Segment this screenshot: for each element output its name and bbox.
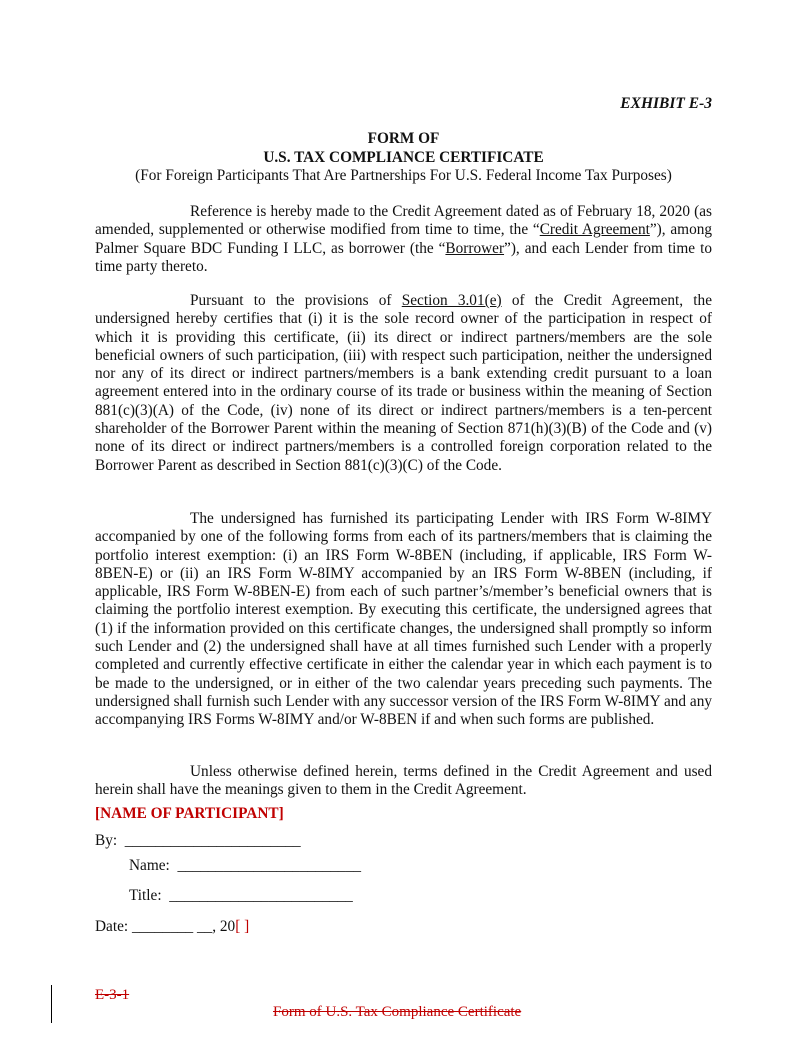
paragraph-forms [95,510,712,730]
paragraph-certification [95,292,712,475]
by-signature-line: _______________________ [124,832,301,849]
title-line-2: U.S. TAX COMPLIANCE CERTIFICATE [263,148,544,166]
title-row [129,887,353,905]
name-label: Name: [129,857,170,874]
paragraph-reference [95,203,712,276]
by-signature-row [95,832,301,850]
title-label: Title: [129,887,162,904]
name-line: ________________________ [177,857,361,874]
date-row [95,918,249,936]
p3-text: The undersigned has furnished its participating Lender with IRS Form W-8IMY accompanied by one of the following forms from each of its partners/members that is claiming the portfolio interest exemption: (i) an IRS Form W-8BEN (including, if applicable, IRS Form W-8BEN-E) or (ii) an IRS Form W-8IMY accompanied by an IRS Form W-8BEN (including, if applicable, IRS Form W-8BEN-E) from each of such partner’s/member’s beneficial owners that is claiming the portfolio interest exemption. By executing this certificate, the undersigned agrees that (1) if the information provided on this certificate changes, the undersigned shall promptly so inform such Lender and (2) the undersigned shall have at all times furnished such Lender with a properly completed and currently effective certificate in either the calendar year in which each payment is to be made to the undersigned, or in either of the two calendar years preceding such payments. The undersigned shall furnish such Lender with any successor version of the IRS Form W-8IMY and any accompanying IRS Forms W-8IMY and/or W-8BEN if and when such forms are published. [95,510,712,729]
title-line: ________________________ [169,887,353,904]
paragraph-definitions [95,763,712,800]
subtitle: (For Foreign Participants That Are Partnerships For U.S. Federal Income Tax Purposes) [135,167,672,184]
participant-name-placeholder: [NAME OF PARTICIPANT] [95,805,284,822]
date-label: Date: ________ __, 20 [95,918,236,935]
p4-text: Unless otherwise defined herein, terms defined in the Credit Agreement and used herein shall have the meanings given to them in the Credit Agreement. [95,763,712,799]
defined-term-credit-agreement: Credit Agreement [539,221,650,239]
change-bar [51,985,52,1023]
p1-text-b: ”), among Palmer Square BDC Funding I LLC, as borrower (the “ [95,221,713,257]
p2-text-b: of the Credit Agreement, the undersigned hereby certifies that (i) it is the sole record owner of the participation in respect of which it is providing this certificate, (ii) its direct or indirect partners/members are the sole beneficial owners of such participation, (iii) with respect such participation, neither the undersigned nor any of its direct or indirect partners/members is a bank extending credit pursuant to a loan agreement entered into in the ordinary course of its trade or business within the meaning of Section 881(c)(3)(A) of the Code, (iv) none of its direct or indirect partners/members is a ten-percent shareholder of the Borrower Parent within the meaning of Section 871(h)(3)(B) of the Code and (v) none of its direct or indirect partners/members is a controlled foreign corporation related to the Borrower Parent as described in Section 881(c)(3)(C) of the Code. [95,292,712,474]
document-title-block [95,130,712,186]
footer-document-title: Form of U.S. Tax Compliance Certificate [273,1004,522,1020]
footer-page-number: E-3-1 [95,987,130,1003]
defined-term-borrower: Borrower [445,239,505,257]
p1-text-c: ”), and each Lender from time to time party thereto. [95,239,712,275]
p1-text-a: Reference is hereby made to the Credit Agreement dated as of February 18, 2020 (as amended, supplemented or otherwise modified from time to time, the “ [95,203,712,239]
name-row [129,857,361,875]
year-placeholder: [ ] [235,918,250,935]
exhibit-label: EXHIBIT E-3 [620,95,712,112]
title-line-1: FORM OF [367,130,440,147]
p2-text-a: Pursuant to the provisions of [190,292,402,309]
by-label: By: [95,832,118,849]
section-reference: Section 3.01(e) [401,292,502,309]
